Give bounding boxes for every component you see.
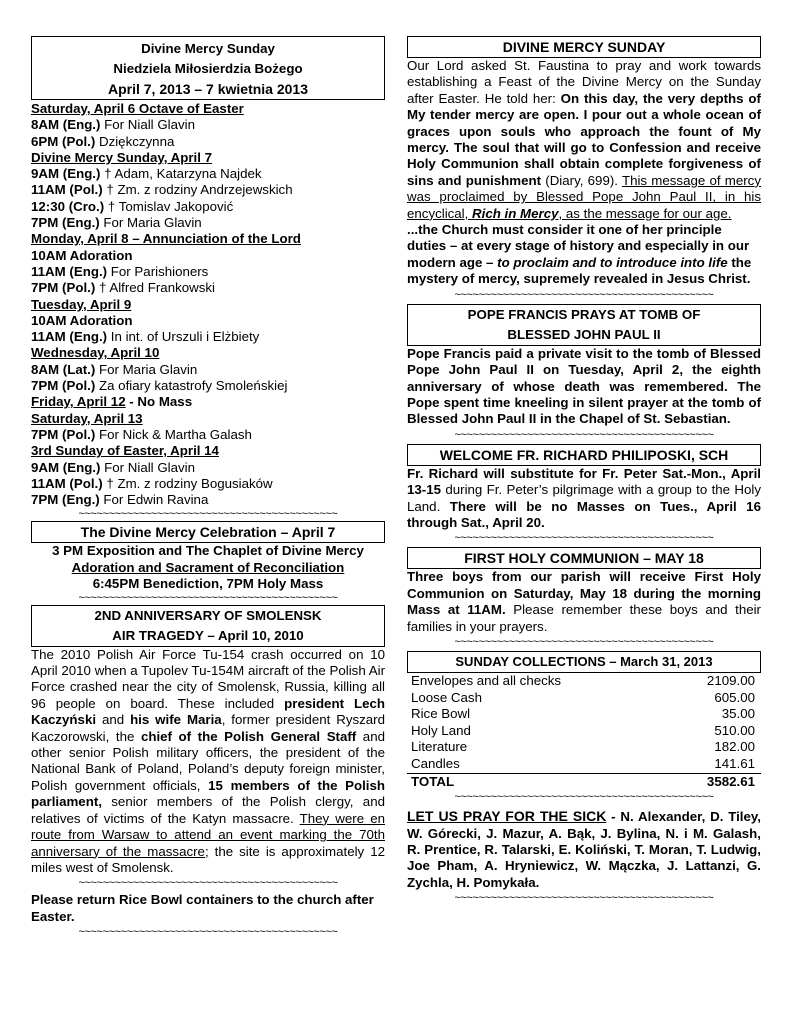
schedule-day-label: Saturday, April 13 (31, 410, 143, 426)
francis-title-2: BLESSED JOHN PAUL II (507, 326, 661, 342)
smolensk-article (31, 647, 385, 877)
schedule-day (31, 345, 385, 361)
communion-bold: Three boys from our parish will receive First Holy Communion on Saturday, May 18 during the morning Mass at 11AM. (407, 569, 761, 618)
smolensk-text: senior members of the Polish clergy, and relatives of victims of the Katyn massacre. (31, 794, 385, 826)
schedule-mass (31, 476, 385, 492)
welcome-text: during Fr. Peter’s pilgrimage with a group to the Holy Land. (407, 482, 761, 514)
celebration-line-1: 3 PM Exposition and The Chaplet of Divine Mercy (52, 543, 364, 559)
collection-label: Candles (411, 755, 460, 771)
dms-encyclical: Rich in Mercy (472, 205, 559, 221)
schedule-mass (31, 427, 385, 443)
schedule-time: 9AM (Eng.) (31, 166, 101, 182)
schedule-day-label: Friday, April 12 (31, 394, 126, 410)
communion-article (407, 569, 761, 635)
schedule-mass (31, 117, 385, 133)
collections-row (407, 739, 761, 756)
schedule-mass (31, 166, 385, 182)
schedule-intention: † Zm. z rodziny Bogusiaków (102, 475, 273, 491)
header-line-1: Divine Mercy Sunday (141, 41, 275, 56)
dms-title-box (407, 36, 761, 58)
schedule-day (31, 411, 385, 427)
schedule-day-label: Divine Mercy Sunday, April 7 (31, 149, 213, 165)
smolensk-bold: president Lech Kaczyński (31, 695, 385, 728)
schedule-time: 8AM (Lat.) (31, 361, 96, 377)
collection-label: Rice Bowl (411, 706, 471, 722)
schedule-time: 10AM Adoration (31, 312, 133, 328)
right-column (407, 36, 761, 903)
welcome-title-box (407, 444, 761, 466)
collection-amount: 35.00 (721, 706, 755, 722)
schedule-time: 10AM Adoration (31, 247, 133, 263)
sick-heading: LET US PRAY FOR THE SICK (407, 808, 607, 825)
schedule-mass (31, 134, 385, 150)
left-column (31, 36, 385, 937)
schedule-day-label: Saturday, April 6 Octave of Easter (31, 101, 244, 116)
schedule-mass (31, 329, 385, 345)
divider: ~~~~~~~~~~~~~~~~~~~~~~~~~~~~~~~~~~~~~~~~~~~ (78, 509, 338, 520)
schedule-mass (31, 313, 385, 329)
mass-schedule (31, 101, 385, 508)
schedule-day-label: Wednesday, April 10 (31, 345, 160, 361)
schedule-time: 11AM (Eng.) (31, 329, 108, 345)
schedule-day (31, 150, 385, 166)
smolensk-text: and (96, 712, 131, 728)
total-amount: 3582.61 (667, 773, 761, 790)
divider: ~~~~~~~~~~~~~~~~~~~~~~~~~~~~~~~~~~~~~~~~~~~ (454, 533, 714, 544)
collection-label: Envelopes and all checks (411, 672, 562, 688)
schedule-mass (31, 199, 385, 215)
smolensk-title-2: AIR TRAGEDY – April 10, 2010 (112, 627, 304, 643)
celebration-line-2: Adoration and Sacrament of Reconciliation (71, 559, 345, 575)
dms-title: DIVINE MERCY SUNDAY (502, 39, 666, 55)
collection-amount: 2109.00 (706, 672, 755, 688)
dms-underlined: This message of mercy was proclaimed by Blessed Pope John Paul II, in his encyclical, (407, 172, 761, 221)
divider: ~~~~~~~~~~~~~~~~~~~~~~~~~~~~~~~~~~~~~~~~~~~ (454, 893, 714, 904)
smolensk-text: and other senior Polish military officers, the president of the National Bank of Poland, Poland’s deputy foreign minister, Polish government officials, (31, 728, 385, 793)
collections-table (407, 673, 761, 790)
schedule-time: 11AM (Eng.) (31, 263, 108, 279)
dms-bold: ...the Church must consider it one of her principle duties – at every stage of history and especially in our modern age – (407, 222, 750, 270)
collection-amount: 182.00 (714, 739, 755, 755)
collections-total-row (407, 773, 761, 790)
schedule-time: 9AM (Eng.) (31, 459, 101, 475)
schedule-day (31, 443, 385, 459)
smolensk-text: The 2010 Polish Air Force Tu-154 crash occurred on 10 April 2010 when a Tupolev Tu-154M aircraft of the Polish Air Force crashed near the city of Smolensk, Russia, killing all 96 people on board. These included (31, 646, 385, 711)
dms-bold: the mystery of mercy, supremely revealed in Jesus Christ. (407, 254, 752, 287)
rice-bowl-notice: Please return Rice Bowl containers to the church after Easter. (31, 892, 374, 924)
sick-list (407, 808, 761, 891)
schedule-day (31, 231, 385, 247)
header-line-2: Niedziela Miłosierdzia Bożego (113, 61, 303, 76)
welcome-bold: Fr. Richard will substitute for Fr. Peter Sat.-Mon., April 13-15 (407, 465, 761, 498)
schedule-intention: For Edwin Ravina (99, 492, 209, 508)
divider: ~~~~~~~~~~~~~~~~~~~~~~~~~~~~~~~~~~~~~~~~~~~ (78, 927, 338, 938)
collection-amount: 141.61 (714, 755, 755, 771)
smolensk-title-box (31, 605, 385, 647)
communion-title: FIRST HOLY COMMUNION – MAY 18 (464, 550, 704, 567)
celebration-line-3: 6:45PM Benediction, 7PM Holy Mass (92, 576, 324, 592)
francis-title-1: POPE FRANCIS PRAYS AT TOMB OF (467, 306, 701, 322)
collections-row (407, 706, 761, 723)
schedule-intention: For Niall Glavin (100, 117, 196, 133)
schedule-mass (31, 215, 385, 231)
schedule-time: 8AM (Eng.) (31, 117, 101, 133)
schedule-intention: For Niall Glavin (100, 459, 196, 475)
welcome-title: WELCOME FR. RICHARD PHILIPOSKI, SCH (439, 446, 729, 463)
collection-label: Literature (411, 739, 468, 755)
smolensk-text: the site is approximately 12 miles west of Smolensk. (31, 843, 385, 875)
collections-row (407, 690, 761, 707)
collections-title: SUNDAY COLLECTIONS – March 31, 2013 (455, 653, 713, 669)
divider: ~~~~~~~~~~~~~~~~~~~~~~~~~~~~~~~~~~~~~~~~~~~ (454, 429, 714, 440)
dms-bold-italic: to proclaim and to introduce into life (497, 254, 728, 270)
schedule-mass (31, 182, 385, 198)
smolensk-text: , former president Ryszard Kaczorowski, the (31, 712, 385, 744)
smolensk-bold: 15 members of the Polish parliament, (31, 777, 385, 810)
schedule-day-note: - No Mass (125, 394, 193, 410)
schedule-intention: For Nick & Martha Galash (95, 426, 252, 442)
francis-article: Pope Francis paid a private visit to the tomb of Blessed Pope John Paul II on Tuesday, April 2, the eighth anniversary of whose death was remembered. The Pope spent time kneeling in silent prayer at the tomb of Blessed John Paul II in the Chapel of St. Sebastian. (407, 345, 761, 427)
divider: ~~~~~~~~~~~~~~~~~~~~~~~~~~~~~~~~~~~~~~~~~~~ (78, 878, 338, 889)
schedule-time: 7PM (Pol.) (31, 426, 96, 442)
divider: ~~~~~~~~~~~~~~~~~~~~~~~~~~~~~~~~~~~~~~~~~~~ (78, 592, 338, 603)
schedule-intention: Dziękczynna (95, 133, 175, 149)
dms-text: Our Lord asked St. Faustina to pray and work towards establishing a Feast of the Divine Mercy on the Sunday after Easter. He told her: (407, 58, 761, 106)
schedule-time: 6PM (Pol.) (31, 133, 96, 149)
collections-row (407, 673, 761, 690)
schedule-time: 11AM (Pol.) (31, 475, 103, 491)
schedule-day (31, 101, 385, 117)
schedule-intention: For Maria Glavin (99, 215, 202, 231)
communion-text: Please remember these boys and their families in your prayers. (407, 602, 761, 634)
schedule-intention: For Parishioners (107, 263, 209, 279)
schedule-intention: † Zm. z rodziny Andrzejewskich (102, 182, 293, 198)
schedule-mass (31, 362, 385, 378)
schedule-time: 12:30 (Cro.) (31, 198, 105, 214)
schedule-time: 7PM (Pol.) (31, 280, 96, 296)
smolensk-bold: chief of the Polish General Staff (140, 728, 357, 744)
schedule-time: 11AM (Pol.) (31, 182, 103, 198)
welcome-bold: There will be no Masses on Tues., April 16 through Sat., April 20. (407, 498, 761, 530)
dms-quote-2 (407, 222, 761, 288)
smolensk-bold: his wife Maria (130, 712, 222, 728)
schedule-day-label: Monday, April 8 – Annunciation of the Lord (31, 231, 301, 247)
schedule-intention: † Alfred Frankowski (95, 280, 215, 296)
schedule-day-label: 3rd Sunday of Easter, April 14 (31, 443, 219, 459)
smolensk-title-1: 2ND ANNIVERSARY OF SMOLENSK (94, 607, 322, 623)
divider: ~~~~~~~~~~~~~~~~~~~~~~~~~~~~~~~~~~~~~~~~~~~ (454, 289, 714, 300)
schedule-time: 7PM (Eng.) (31, 492, 100, 508)
schedule-mass (31, 248, 385, 264)
collections-row (407, 756, 761, 773)
schedule-mass (31, 378, 385, 394)
schedule-day-label: Tuesday, April 9 (31, 296, 132, 312)
divider: ~~~~~~~~~~~~~~~~~~~~~~~~~~~~~~~~~~~~~~~~~~~ (454, 636, 714, 647)
schedule-time: 7PM (Eng.) (31, 215, 100, 231)
schedule-intention: For Maria Glavin (95, 361, 198, 377)
collections-title-box (407, 651, 761, 673)
collection-label: Loose Cash (411, 689, 482, 705)
schedule-intention: Za ofiary katastrofy Smoleńskiej (95, 378, 288, 394)
schedule-mass (31, 460, 385, 476)
schedule-mass (31, 280, 385, 296)
dms-text: (Diary, 699). (541, 172, 622, 188)
schedule-intention: In int. of Urszuli i Elżbiety (107, 329, 260, 345)
schedule-day (31, 297, 385, 313)
schedule-day (31, 394, 385, 410)
schedule-mass (31, 492, 385, 508)
sick-names: - N. Alexander, D. Tiley, W. Górecki, J. Mazur, A. Bąk, J. Bylina, N. i M. Galash, R. Prentice, R. Talarski, E. Koliński, T. Moran, T. Ludwig, Joe Pham, A. Hryniewicz, W. Mączka, J. Lattanzi, G. Zychla, H. Pomykała. (407, 809, 762, 890)
collections-row (407, 723, 761, 740)
celebration-title: The Divine Mercy Celebration – April 7 (80, 524, 336, 541)
collection-amount: 510.00 (714, 722, 755, 738)
total-label: TOTAL (407, 773, 667, 790)
schedule-mass (31, 264, 385, 280)
welcome-article (407, 466, 761, 532)
schedule-time: 7PM (Pol.) (31, 378, 96, 394)
dms-quote: On this day, the very depths of My tender mercy are open. I pour out a whole ocean of graces upon souls who approach the fount of My mercy. The soul that will go to Confession and receive Holy Communion shall obtain complete forgiveness of sins and punishment (407, 90, 761, 188)
schedule-intention: † Tomislav Jakopović (104, 198, 234, 214)
celebration-title-box (31, 521, 385, 543)
dms-underlined: , as the message for our age. (558, 205, 732, 221)
dms-article (407, 58, 761, 222)
schedule-intention: † Adam, Katarzyna Najdek (100, 166, 262, 182)
smolensk-underlined: They were en route from Warsaw to attend an event marking the 70th anniversary of the massacre; (31, 810, 385, 859)
header-line-3: April 7, 2013 – 7 kwietnia 2013 (107, 81, 308, 97)
communion-title-box (407, 547, 761, 569)
collection-amount: 605.00 (714, 689, 755, 705)
collection-label: Holy Land (411, 722, 471, 738)
francis-title-box (407, 304, 761, 346)
divider: ~~~~~~~~~~~~~~~~~~~~~~~~~~~~~~~~~~~~~~~~~~~ (454, 792, 714, 803)
divine-mercy-header-box (31, 36, 385, 100)
